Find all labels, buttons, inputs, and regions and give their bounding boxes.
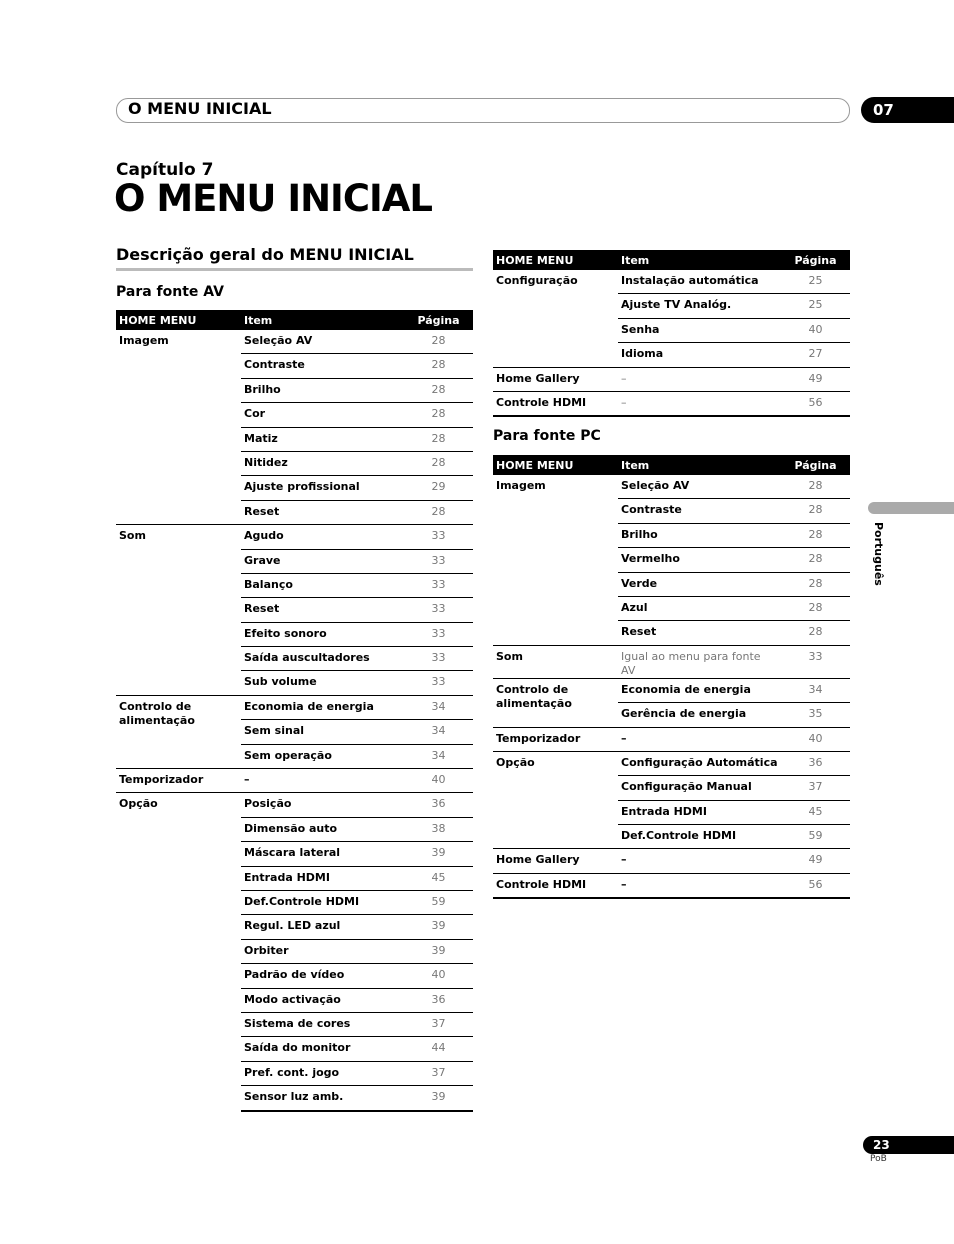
menu-item: Vermelho — [618, 548, 781, 572]
page-ref: 44 — [404, 1037, 473, 1061]
page-ref: 25 — [781, 270, 850, 294]
menu-category: Som — [116, 525, 241, 696]
page-ref: 59 — [404, 890, 473, 914]
table-header-cell: HOME MENU — [493, 455, 618, 475]
menu-category: Controlo de alimentação — [116, 695, 241, 768]
table-header-cell: Página — [781, 250, 850, 270]
menu-item: Matiz — [241, 427, 404, 451]
menu-item: Sistema de cores — [241, 1012, 404, 1036]
page-ref: 33 — [404, 525, 473, 549]
page-ref: 49 — [781, 849, 850, 873]
table-row — [493, 873, 850, 898]
page-ref: 28 — [404, 451, 473, 475]
page-ref: 28 — [781, 548, 850, 572]
chapter-label: Capítulo 7 — [116, 160, 214, 180]
av-table-title: Para fonte AV — [116, 284, 225, 300]
menu-item: Padrão de vídeo — [241, 964, 404, 988]
page-ref: 33 — [781, 645, 850, 678]
table-row — [493, 475, 850, 499]
menu-category: Imagem — [119, 334, 169, 347]
menu-item: Cor — [241, 403, 404, 427]
menu-item: Dimensão auto — [241, 817, 404, 841]
menu-category: Opção — [493, 751, 618, 849]
menu-item: Brilho — [618, 523, 781, 547]
menu-item: Instalação automática — [618, 270, 781, 294]
page-ref: 27 — [781, 343, 850, 367]
menu-item: Pref. cont. jogo — [241, 1061, 404, 1085]
page-ref: 56 — [781, 873, 850, 898]
page-ref: 34 — [404, 744, 473, 768]
language-tab — [868, 502, 954, 514]
table-row — [493, 727, 850, 751]
page-ref: 59 — [781, 825, 850, 849]
menu-item: Contraste — [618, 499, 781, 523]
menu-item: – — [618, 367, 781, 391]
page-ref: 33 — [404, 549, 473, 573]
page-ref: 28 — [404, 330, 473, 354]
page-ref: 28 — [404, 427, 473, 451]
page-ref: 33 — [404, 671, 473, 695]
section-divider — [116, 268, 473, 271]
menu-item: Entrada HDMI — [241, 866, 404, 890]
page-ref: 56 — [781, 391, 850, 416]
table-row — [493, 849, 850, 873]
table-row — [493, 270, 850, 294]
menu-item: Contraste — [241, 354, 404, 378]
page-ref: 28 — [781, 499, 850, 523]
page-ref: 36 — [404, 988, 473, 1012]
page-code: PoB — [870, 1154, 887, 1164]
page-ref: 39 — [404, 1086, 473, 1111]
page-ref: 28 — [781, 596, 850, 620]
page-ref: 28 — [404, 354, 473, 378]
table-header-row — [493, 250, 850, 270]
table-row — [116, 330, 473, 354]
menu-item: Def.Controle HDMI — [618, 825, 781, 849]
menu-item: Sensor luz amb. — [241, 1086, 404, 1111]
menu-category: Temporizador — [493, 727, 618, 751]
menu-item: Seleção AV — [618, 475, 781, 499]
page-title: O MENU INICIAL — [114, 177, 432, 220]
menu-item: Configuração Manual — [618, 776, 781, 800]
table-row — [493, 678, 850, 702]
page-ref: 28 — [781, 572, 850, 596]
page-ref: 35 — [781, 703, 850, 727]
pc-table-title: Para fonte PC — [493, 428, 601, 444]
page-number: 23 — [863, 1136, 954, 1154]
av-source-table — [116, 310, 473, 1112]
table-header-cell: Item — [618, 455, 781, 475]
menu-item: Regul. LED azul — [241, 915, 404, 939]
page-ref: 28 — [781, 621, 850, 645]
page-ref: 28 — [404, 378, 473, 402]
table-header-cell: Página — [781, 455, 850, 475]
menu-item: Sub volume — [241, 671, 404, 695]
menu-item: Idioma — [618, 343, 781, 367]
menu-item: Orbiter — [241, 939, 404, 963]
menu-item: Ajuste TV Analóg. — [618, 294, 781, 318]
table-header-row — [116, 310, 473, 330]
table-row — [493, 751, 850, 775]
table-header-cell: Página — [404, 310, 473, 330]
page-ref: 37 — [404, 1012, 473, 1036]
menu-category: Temporizador — [116, 769, 241, 793]
menu-item: – — [618, 391, 781, 416]
menu-category: Controle HDMI — [493, 873, 618, 898]
table-row — [116, 525, 473, 549]
page-ref: 37 — [781, 776, 850, 800]
menu-item: Sem sinal — [241, 720, 404, 744]
menu-item: Reset — [618, 621, 781, 645]
page-ref: 36 — [781, 751, 850, 775]
page-ref: 37 — [404, 1061, 473, 1085]
menu-item: Seleção AV — [241, 330, 404, 354]
page-ref: 34 — [404, 695, 473, 719]
menu-item: Sem operação — [241, 744, 404, 768]
page-ref: 39 — [404, 915, 473, 939]
language-label: Português — [872, 522, 885, 586]
menu-item: – — [618, 849, 781, 873]
menu-item: – — [618, 727, 781, 751]
pc-source-table — [493, 455, 850, 899]
table-row — [116, 793, 473, 817]
page-ref: 45 — [404, 866, 473, 890]
page-ref: 40 — [781, 318, 850, 342]
menu-item: Economia de energia — [618, 678, 781, 702]
page-ref: 33 — [404, 622, 473, 646]
menu-item: Balanço — [241, 573, 404, 597]
menu-item: – — [241, 769, 404, 793]
menu-item: Gerência de energia — [618, 703, 781, 727]
menu-item: Agudo — [241, 525, 404, 549]
menu-item: Modo activação — [241, 988, 404, 1012]
table-row — [493, 645, 850, 678]
page-ref: 40 — [404, 769, 473, 793]
menu-item: Saída auscultadores — [241, 647, 404, 671]
table-row — [493, 367, 850, 391]
table-header-row — [493, 455, 850, 475]
page-ref: 25 — [781, 294, 850, 318]
menu-item: Economia de energia — [241, 695, 404, 719]
header-title: O MENU INICIAL — [128, 99, 272, 118]
table-header-cell: Item — [241, 310, 404, 330]
section-title: Descrição geral do MENU INICIAL — [116, 245, 414, 264]
menu-item: Máscara lateral — [241, 842, 404, 866]
menu-item: Posição — [241, 793, 404, 817]
menu-item: Igual ao menu para fonte AV — [618, 645, 781, 678]
page-ref: 34 — [404, 720, 473, 744]
menu-item: Brilho — [241, 378, 404, 402]
menu-category: Configuração — [496, 274, 578, 287]
menu-item: Ajuste profissional — [241, 476, 404, 500]
menu-item: Reset — [241, 500, 404, 524]
page-ref: 29 — [404, 476, 473, 500]
page-ref: 28 — [781, 523, 850, 547]
table-row — [116, 695, 473, 719]
menu-item: Azul — [618, 596, 781, 620]
page-ref: 34 — [781, 678, 850, 702]
menu-category: Home Gallery — [493, 367, 618, 391]
chapter-number-tab: 07 — [861, 97, 954, 123]
page-ref: 39 — [404, 842, 473, 866]
menu-category: Opção — [116, 793, 241, 1111]
page-ref: 40 — [781, 727, 850, 751]
menu-item: Reset — [241, 598, 404, 622]
menu-item: Saída do monitor — [241, 1037, 404, 1061]
menu-category: Home Gallery — [493, 849, 618, 873]
config-table — [493, 250, 850, 417]
menu-category: Som — [493, 645, 618, 678]
page-ref: 45 — [781, 800, 850, 824]
page-ref: 49 — [781, 367, 850, 391]
menu-item: Def.Controle HDMI — [241, 890, 404, 914]
page-ref: 28 — [404, 500, 473, 524]
table-header-cell: HOME MENU — [493, 250, 618, 270]
page-ref: 33 — [404, 647, 473, 671]
page-ref: 36 — [404, 793, 473, 817]
page-ref: 28 — [781, 475, 850, 499]
menu-category: Controle HDMI — [493, 391, 618, 416]
table-row — [116, 769, 473, 793]
page-ref: 38 — [404, 817, 473, 841]
page-ref: 33 — [404, 598, 473, 622]
menu-item: Efeito sonoro — [241, 622, 404, 646]
menu-item: Senha — [618, 318, 781, 342]
page-ref: 33 — [404, 573, 473, 597]
table-header-cell: HOME MENU — [116, 310, 241, 330]
menu-item: Grave — [241, 549, 404, 573]
page-ref: 28 — [404, 403, 473, 427]
menu-category: Controlo de alimentação — [493, 678, 618, 727]
page-ref: 40 — [404, 964, 473, 988]
table-row — [493, 391, 850, 416]
menu-item: Nitidez — [241, 451, 404, 475]
table-header-cell: Item — [618, 250, 781, 270]
page-ref: 39 — [404, 939, 473, 963]
menu-item: – — [618, 873, 781, 898]
menu-item: Entrada HDMI — [618, 800, 781, 824]
menu-category: Imagem — [496, 479, 546, 492]
menu-item: Configuração Automática — [618, 751, 781, 775]
menu-item: Verde — [618, 572, 781, 596]
